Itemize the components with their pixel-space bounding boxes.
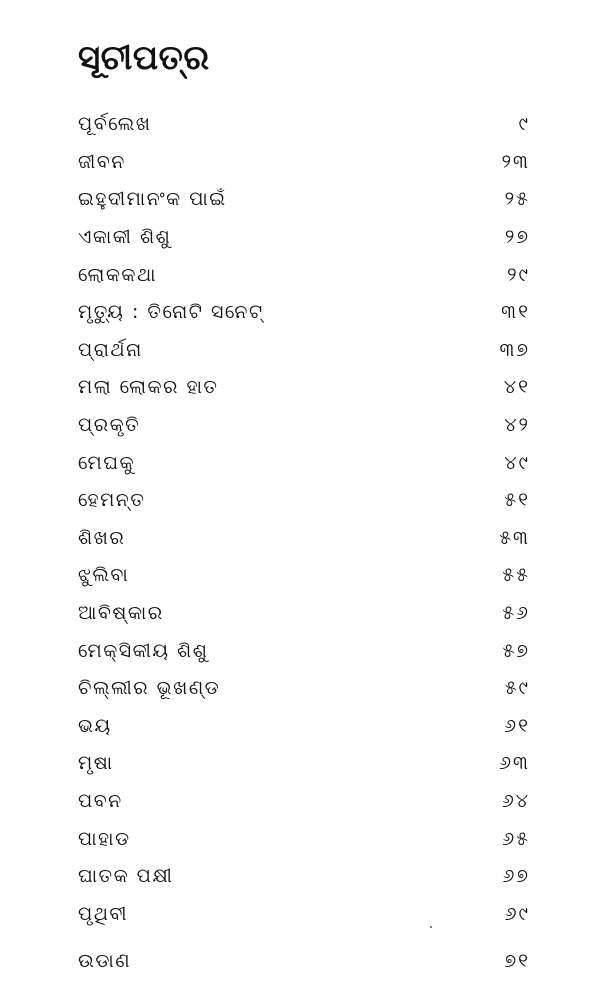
toc-entry[interactable] [78, 294, 530, 332]
toc-entry[interactable] [78, 407, 530, 445]
entry-page-number: ୭୧ [504, 950, 530, 973]
toc-entry[interactable] [78, 219, 530, 257]
entry-page-number: ୫୭ [502, 639, 530, 662]
toc-entry[interactable] [78, 708, 530, 746]
entry-title: ମେଘକୁ [78, 451, 135, 474]
entry-page-number: ୫୫ [502, 564, 530, 587]
entry-title: ଘାତକ ପକ୍ଷୀ [78, 865, 174, 888]
entry-title: ପୂର୍ବଲେଖ [78, 113, 152, 136]
toc-entry[interactable] [78, 520, 530, 558]
entry-page-number: ୯ [518, 113, 530, 136]
entry-page-number: ୬୫ [502, 827, 530, 850]
toc-entry[interactable] [78, 482, 530, 520]
toc-entry[interactable] [78, 595, 530, 633]
table-of-contents [78, 106, 530, 981]
toc-entry[interactable] [78, 895, 530, 933]
page-title: ସୂଚୀପତ୍ର [78, 38, 210, 78]
entry-title: ଚିଲ୍ଲୀର ଭୂଖଣ୍ଡ [78, 677, 221, 700]
entry-page-number: ୪୯ [504, 451, 530, 474]
toc-entry[interactable] [78, 444, 530, 482]
entry-page-number: ୩୭ [499, 338, 530, 361]
entry-title: ଜୀବନ [78, 150, 126, 173]
entry-page-number: ୬୭ [502, 865, 530, 888]
entry-page-number: ୬୧ [504, 714, 530, 737]
entry-page-number: ୬୯ [504, 902, 530, 925]
entry-title: ମୃଷା [78, 752, 114, 775]
entry-page-number: ୨୫ [504, 188, 530, 211]
toc-entry[interactable] [78, 332, 530, 370]
entry-title: ମଲା ଲୋକର ହାତ [78, 376, 219, 399]
toc-entry[interactable] [78, 745, 530, 783]
entry-page-number: ୫୬ [502, 602, 530, 625]
toc-entry[interactable] [78, 106, 530, 144]
entry-title: ଝୁଲିବା [78, 564, 130, 587]
entry-title: ମେକ୍‌ସିକୀୟ ଶିଶୁ [78, 639, 209, 662]
toc-entry[interactable] [78, 557, 530, 595]
entry-title: ପ୍ରକୃତି [78, 414, 141, 437]
entry-page-number: ୫୧ [504, 489, 530, 512]
entry-page-number: ୨୭ [504, 226, 530, 249]
entry-page-number: ୩୧ [501, 301, 530, 324]
toc-entry[interactable] [78, 820, 530, 858]
ink-speck [430, 926, 432, 928]
entry-title: ଆବିଷ୍କାର [78, 602, 164, 625]
entry-title: ଲୋକକଥା [78, 263, 158, 286]
entry-page-number: ୫୯ [504, 677, 530, 700]
entry-title: ପବନ [78, 789, 123, 812]
entry-title: ମୃତ୍ୟୁ : ତିନୋଟି ସନେଟ୍ [78, 301, 264, 324]
entry-page-number: ୫୩ [499, 526, 530, 549]
entry-title: ଶିଖର [78, 526, 126, 549]
toc-entry[interactable] [78, 943, 530, 981]
toc-entry[interactable] [78, 632, 530, 670]
entry-page-number: ୬୪ [501, 789, 530, 812]
toc-entry[interactable] [78, 144, 530, 182]
entry-page-number: ୬୩ [499, 752, 530, 775]
entry-title: ଏକାକୀ ଶିଶୁ [78, 226, 172, 249]
toc-entry[interactable] [78, 858, 530, 896]
toc-entry[interactable] [78, 670, 530, 708]
entry-title: ଇହୁଦୀମାନଂକ ପାଇଁ [78, 188, 227, 211]
toc-entry[interactable] [78, 181, 530, 219]
entry-page-number: ୨୩ [501, 150, 530, 173]
entry-title: ଭୟ [78, 714, 112, 737]
entry-page-number: ୪୧ [503, 376, 530, 399]
entry-title: ଉଡାଣ [78, 950, 132, 973]
entry-title: ହେମନ୍ତ [78, 489, 146, 512]
entry-title: ପୃଥିବୀ [78, 902, 129, 925]
toc-entry[interactable] [78, 256, 530, 294]
toc-entry[interactable] [78, 369, 530, 407]
entry-page-number: ୨୯ [507, 263, 530, 286]
entry-page-number: ୪୨ [504, 414, 530, 437]
toc-entry[interactable] [78, 783, 530, 821]
entry-title: ପାହାଡ [78, 827, 131, 850]
entry-title: ପ୍ରାର୍ଥନା [78, 338, 143, 361]
